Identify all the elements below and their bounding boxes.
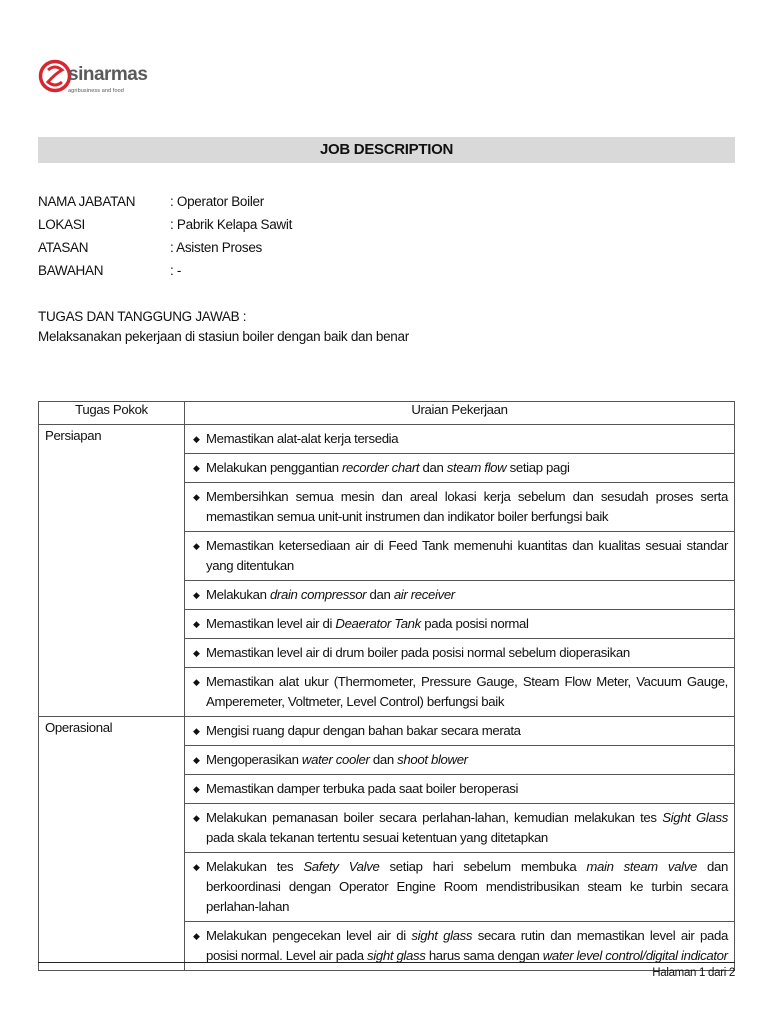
task-term: sight glass bbox=[411, 928, 473, 943]
task-text-segment: Mengoperasikan bbox=[206, 752, 302, 767]
task-item bbox=[185, 453, 734, 482]
task-term: sight glass bbox=[367, 948, 426, 963]
info-label: BAWAHAN bbox=[38, 263, 104, 278]
task-text-segment: Memastikan damper terbuka pada saat boiler beroperasi bbox=[206, 781, 519, 796]
task-text-segment: Melakukan pengecekan level air di bbox=[206, 928, 412, 943]
table-group-row bbox=[39, 425, 735, 717]
info-label: LOKASI bbox=[38, 217, 85, 232]
task-term: Sight Glass bbox=[662, 810, 728, 825]
task-text-segment: dan bbox=[366, 587, 394, 602]
task-text bbox=[206, 750, 728, 770]
bullet-icon: ◆ bbox=[193, 677, 200, 687]
task-text-segment: Melakukan tes bbox=[206, 859, 304, 874]
task-text-segment: harus sama dengan bbox=[425, 948, 543, 963]
task-text-segment: pada posisi normal bbox=[420, 616, 529, 631]
task-text-segment: Melakukan bbox=[206, 587, 270, 602]
duties-section bbox=[38, 307, 409, 347]
task-item bbox=[185, 482, 734, 531]
bullet-icon: ◆ bbox=[193, 492, 200, 502]
header-tugas-pokok: Tugas Pokok bbox=[39, 402, 185, 425]
task-term: water cooler bbox=[301, 752, 370, 767]
task-text bbox=[206, 672, 728, 712]
bullet-icon: ◆ bbox=[193, 862, 200, 872]
bullet-icon: ◆ bbox=[193, 755, 200, 765]
info-label: NAMA JABATAN bbox=[38, 194, 136, 209]
bullet-icon: ◆ bbox=[193, 463, 200, 473]
table-group-row bbox=[39, 717, 735, 971]
info-row bbox=[38, 259, 292, 282]
task-term: Safety Valve bbox=[303, 859, 380, 874]
task-text-segment: dan berkoordinasi dengan Operator Engine Room mendistribusikan steam ke turbin secara perlahan-lahan bbox=[206, 859, 728, 914]
task-item bbox=[185, 717, 734, 745]
task-item bbox=[185, 803, 734, 852]
task-term: recorder chart bbox=[342, 460, 420, 475]
bullet-icon: ◆ bbox=[193, 931, 200, 941]
task-text bbox=[206, 779, 728, 799]
task-term: main steam valve bbox=[586, 859, 697, 874]
company-logo bbox=[38, 58, 148, 118]
task-term: drain compressor bbox=[269, 587, 367, 602]
task-text bbox=[206, 429, 728, 449]
info-row bbox=[38, 213, 292, 236]
task-text bbox=[206, 643, 728, 663]
info-row bbox=[38, 236, 292, 259]
task-term: shoot blower bbox=[397, 752, 468, 767]
task-text-segment: Memastikan level air di bbox=[206, 616, 336, 631]
header-uraian-pekerjaan: Uraian Pekerjaan bbox=[185, 402, 735, 425]
logo-emblem-icon bbox=[38, 58, 72, 94]
task-term: water level control/digital indicator bbox=[542, 948, 728, 963]
task-text bbox=[206, 614, 728, 634]
page-number: Halaman 1 dari 2 bbox=[652, 967, 735, 979]
info-value: : Operator Boiler bbox=[170, 194, 264, 209]
task-text-segment: secara rutin dan memastikan level air pada posisi normal. Level air pada bbox=[206, 928, 728, 963]
task-item bbox=[185, 638, 734, 667]
bullet-icon: ◆ bbox=[193, 726, 200, 736]
info-label: ATASAN bbox=[38, 240, 89, 255]
task-term: Deaerator Tank bbox=[335, 616, 421, 631]
task-text-segment: Melakukan pemanasan boiler secara perlahan-lahan, kemudian melakukan tes bbox=[206, 810, 663, 825]
category-cell: Operasional bbox=[39, 717, 185, 971]
task-term: air receiver bbox=[393, 587, 455, 602]
task-item bbox=[185, 531, 734, 580]
bullet-icon: ◆ bbox=[193, 619, 200, 629]
info-value: : - bbox=[170, 263, 182, 278]
info-row bbox=[38, 190, 292, 213]
bullet-icon: ◆ bbox=[193, 434, 200, 444]
task-text-segment: Memastikan ketersediaan air di Feed Tank memenuhi kuantitas dan kualitas sesuai standar yang ditentukan bbox=[206, 538, 728, 573]
task-text bbox=[206, 857, 728, 917]
category-cell: Persiapan bbox=[39, 425, 185, 717]
task-text bbox=[206, 585, 728, 605]
task-item bbox=[185, 745, 734, 774]
bullet-icon: ◆ bbox=[193, 648, 200, 658]
footer-divider bbox=[38, 962, 735, 963]
task-text-segment: Membersihkan semua mesin dan areal lokasi kerja sebelum dan sesudah proses serta memastikan semua unit-unit instrumen dan indikator boiler berfungsi baik bbox=[206, 489, 728, 524]
task-item bbox=[185, 852, 734, 921]
task-text bbox=[206, 926, 728, 966]
task-text-segment: Memastikan alat ukur (Thermometer, Pressure Gauge, Steam Flow Meter, Vacuum Gauge, Amperemeter, Voltmeter, Level Control) berfungsi baik bbox=[206, 674, 728, 709]
job-description-table bbox=[38, 401, 735, 971]
task-text-segment: setiap hari sebelum membuka bbox=[379, 859, 587, 874]
duties-summary: Melaksanakan pekerjaan di stasiun boiler dengan baik dan benar bbox=[38, 329, 409, 344]
task-text-segment: Memastikan alat-alat kerja tersedia bbox=[206, 431, 399, 446]
tasks-cell bbox=[185, 425, 735, 717]
task-text bbox=[206, 536, 728, 576]
task-item bbox=[185, 425, 734, 453]
tasks-cell bbox=[185, 717, 735, 971]
task-item bbox=[185, 667, 734, 716]
task-text-segment: dan bbox=[419, 460, 447, 475]
task-text-segment: Memastikan level air di drum boiler pada posisi normal sebelum dioperasikan bbox=[206, 645, 630, 660]
document-title: JOB DESCRIPTION bbox=[38, 137, 735, 163]
task-text-segment: pada skala tekanan tertentu sesuai ketentuan yang ditetapkan bbox=[206, 830, 548, 845]
task-text-segment: dan bbox=[369, 752, 398, 767]
info-value: : Asisten Proses bbox=[170, 240, 262, 255]
task-text bbox=[206, 458, 728, 478]
task-text bbox=[206, 808, 728, 848]
task-text-segment: setiap pagi bbox=[506, 460, 570, 475]
bullet-icon: ◆ bbox=[193, 813, 200, 823]
task-item bbox=[185, 774, 734, 803]
task-item bbox=[185, 609, 734, 638]
job-info bbox=[38, 190, 292, 282]
task-item bbox=[185, 580, 734, 609]
info-value: : Pabrik Kelapa Sawit bbox=[170, 217, 293, 232]
logo-tagline: agribusiness and food bbox=[68, 88, 124, 94]
task-text bbox=[206, 721, 728, 741]
duties-heading: TUGAS DAN TANGGUNG JAWAB : bbox=[38, 309, 247, 324]
task-text-segment: Melakukan penggantian bbox=[206, 460, 343, 475]
task-text bbox=[206, 487, 728, 527]
bullet-icon: ◆ bbox=[193, 590, 200, 600]
logo-wordmark: sinarmas bbox=[68, 64, 148, 85]
bullet-icon: ◆ bbox=[193, 784, 200, 794]
bullet-icon: ◆ bbox=[193, 541, 200, 551]
table-header-row bbox=[39, 402, 735, 425]
task-text-segment: Mengisi ruang dapur dengan bahan bakar secara merata bbox=[206, 723, 521, 738]
task-term: steam flow bbox=[446, 460, 507, 475]
